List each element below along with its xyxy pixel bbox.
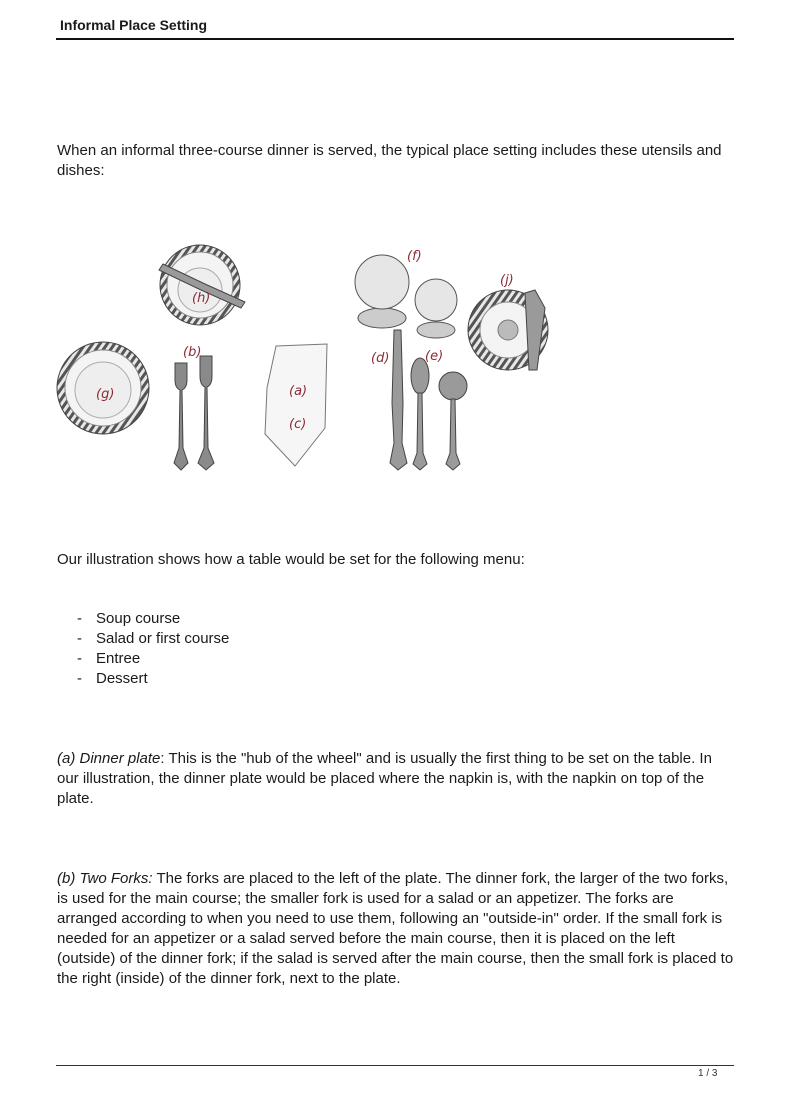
forks-icon (174, 356, 214, 470)
list-item: - Dessert (77, 670, 148, 687)
page-title: Informal Place Setting (60, 17, 208, 33)
label-a: (a) (289, 384, 308, 399)
label-e: (e) (425, 349, 444, 364)
list-item: - Soup course (77, 610, 181, 627)
intro-paragraph: When an informal three-course dinner is served, the typical place setting includes these utensils and dishes: (57, 142, 722, 179)
page-number: 1 / 3 (698, 1068, 718, 1079)
dinner-plate-paragraph: (a) Dinner plate: This is the "hub of the wheel" and is usually the first thing to be set on the table. In our illustration, the dinner plate would be placed where the napkin is, with the napkin on top of the plate. (57, 750, 712, 807)
dessert-plate-icon (468, 290, 548, 370)
label-g: (g) (96, 387, 115, 402)
list-item: - Entree (77, 650, 141, 667)
term-two-forks: (b) Two Forks: (57, 870, 153, 887)
spoons-icon (411, 358, 467, 470)
header-divider (56, 38, 734, 40)
knife-icon (390, 330, 407, 470)
label-h: (h) (192, 291, 211, 306)
list-item: - Salad or first course (77, 630, 230, 647)
label-d: (d) (371, 351, 390, 366)
label-b: (b) (183, 345, 202, 360)
footer-divider (56, 1065, 734, 1066)
bread-plate-icon (159, 245, 245, 325)
label-f: (f) (407, 249, 422, 264)
term-dinner-plate: (a) Dinner plate (57, 750, 161, 767)
label-j: (j) (500, 273, 514, 288)
menu-intro: Our illustration shows how a table would be set for the following menu: (57, 551, 525, 568)
label-c: (c) (289, 417, 307, 432)
glasses-icon (355, 255, 457, 338)
menu-list (77, 609, 229, 689)
place-setting-illustration (55, 238, 565, 478)
napkin-icon (265, 344, 327, 466)
two-forks-paragraph: (b) Two Forks: The forks are placed to the left of the plate. The dinner fork, the larger of the two forks, is used for the main course; the smaller fork is used for a salad or an appetizer. The forks are arranged according to when you need to use them, following an "outside-in" order. If the small fork is needed for an appetizer or a salad served before the main course, then it is placed on the left (outside) of the dinner fork; if the salad is served after the main course, then the small fork is placed to the right (inside) of the dinner fork, next to the plate. (57, 870, 734, 987)
